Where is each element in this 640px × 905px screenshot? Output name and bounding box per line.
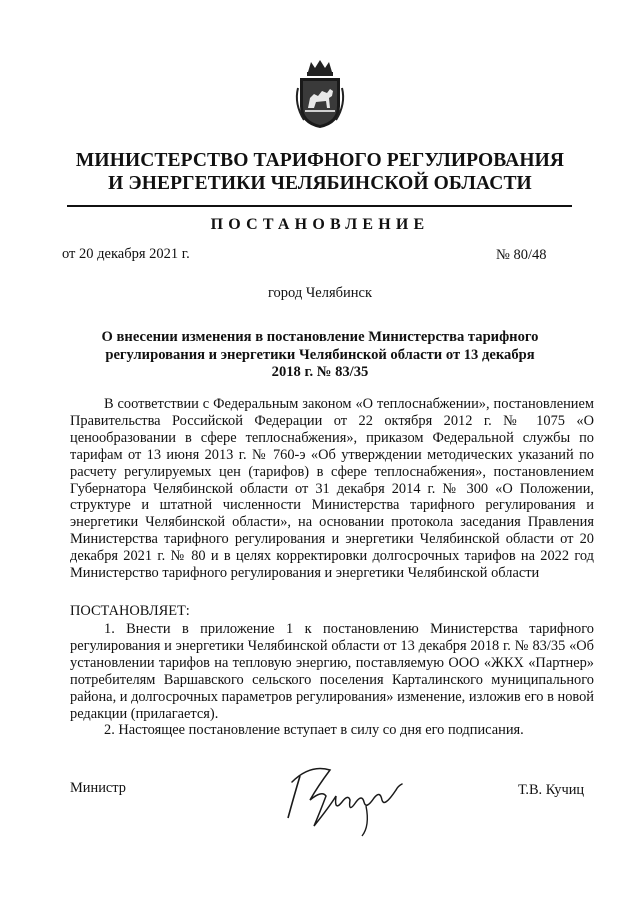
signatory-position: Министр (70, 780, 126, 796)
coat-of-arms-emblem (292, 58, 348, 130)
ministry-name-line1: МИНИСТЕРСТВО ТАРИФНОГО РЕГУЛИРОВАНИЯ (75, 150, 565, 171)
preamble-paragraph: В соответствии с Федеральным законом «О теплоснабжении», постановлением Правительства Российской Федерации от 22 октября 2012 г. № 1075 «О ценообразовании в сфере теплоснабжения», приказом Федеральной службы по тарифам от 13 июня 2013 г. № 760-э «Об утверждении методических указаний по расчету регулируемых цен (тарифов) в сфере теплоснабжения», постановлением Губернатора Челябинской области от 31 декабря 2014 г. № 300 «О Положении, структуре и штатной численности Министерства тарифного регулирования и энергетики Челябинской области», на основании протокола заседания Правления Министерства тарифного регулирования и энергетики Челябинской области от 20 декабря 2021 г. № 80 и в целях корректировки долгосрочных тарифов на 2022 год Министерство тарифного регулирования и энергетики Челябинской области (70, 396, 594, 582)
header-divider (67, 205, 572, 207)
signatory-name: Т.В. Кучиц (518, 782, 585, 798)
document-number: № 80/48 (496, 247, 547, 263)
document-subject: О внесении изменения в постановление Министерства тарифного регулирования и энергетики Челябинской области от 13 декабря 2018 г. № 83/35 (101, 329, 539, 380)
handwritten-signature (270, 756, 410, 838)
document-city: город Челябинск (267, 285, 373, 301)
resolves-heading: ПОСТАНОВЛЯЕТ: (70, 603, 190, 619)
document-date: от 20 декабря 2021 г. (62, 246, 190, 262)
resolution-item-2: 2. Настоящее постановление вступает в силу со дня его подписания. (104, 722, 524, 738)
resolution-item-1: 1. Внести в приложение 1 к постановлению Министерства тарифного регулирования и энергетики Челябинской области от 13 декабря 2018 г. № 83/35 «Об установлении тарифов на тепловую энергию, поставляемую ООО «ЖКХ «Партнер» потребителям Варшавского сельского поселения Карталинского муниципального района, и долгосрочных параметров регулирования» изменение, изложив его в новой редакции (прилагается). (70, 621, 594, 722)
ministry-name-line2: И ЭНЕРГЕТИКИ ЧЕЛЯБИНСКОЙ ОБЛАСТИ (108, 173, 532, 194)
document-type-title: ПОСТАНОВЛЕНИЕ (210, 216, 430, 233)
